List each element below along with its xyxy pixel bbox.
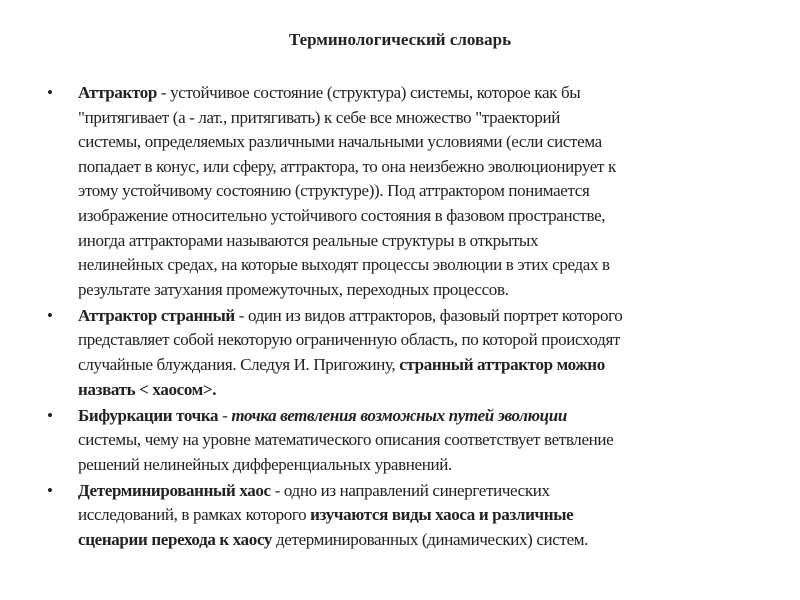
body-text: системы, чему на уровне математического описания соответствует ветвление bbox=[78, 430, 614, 450]
term-text: точка ветвления возможных путей эволюции bbox=[231, 405, 567, 425]
text-line bbox=[78, 453, 800, 478]
body-text: нелинейных средах, на которые выходят процессы эволюции в этих средах в bbox=[78, 255, 610, 275]
glossary-item bbox=[0, 304, 800, 402]
text-line bbox=[78, 479, 800, 504]
text-line bbox=[78, 503, 800, 528]
page-title: Терминологический словарь bbox=[288, 30, 512, 49]
text-line bbox=[78, 253, 800, 278]
text-line bbox=[78, 428, 800, 453]
body-text: детерминированных (динамических) систем. bbox=[272, 529, 589, 549]
text-line bbox=[78, 404, 800, 429]
text-line bbox=[78, 229, 800, 254]
term-text: Аттрактор странный bbox=[78, 305, 235, 325]
term-text: странный аттрактор можно bbox=[399, 354, 605, 374]
body-text: случайные блуждания. Следуя И. Пригожину, bbox=[78, 354, 400, 374]
body-text: - один из видов аттракторов, фазовый портрет которого bbox=[234, 305, 623, 325]
bullet-icon: • bbox=[47, 405, 53, 425]
term-text: назвать < хаосом>. bbox=[78, 379, 217, 399]
body-text: результате затухания промежуточных, переходных процессов. bbox=[78, 279, 509, 299]
text-line bbox=[78, 81, 800, 106]
body-text: системы, определяемых различными начальными условиями (если система bbox=[78, 132, 602, 152]
text-line bbox=[78, 353, 800, 378]
text-line bbox=[78, 378, 800, 403]
term-text: Бифуркации точка bbox=[78, 405, 219, 425]
text-line bbox=[78, 179, 800, 204]
bullet-icon: • bbox=[47, 305, 53, 325]
term-text: Аттрактор bbox=[78, 83, 158, 102]
body-text: - устойчивое состояние (структура) системы, которое как бы bbox=[157, 83, 581, 102]
body-text: - bbox=[218, 405, 232, 425]
term-text: Детерминированный хаос bbox=[78, 480, 271, 500]
body-text: иногда аттракторами называются реальные структуры в открытых bbox=[78, 230, 539, 250]
text-line bbox=[78, 130, 800, 155]
glossary-item bbox=[0, 479, 800, 553]
text-line bbox=[78, 528, 800, 553]
text-line bbox=[78, 155, 800, 180]
term-text: сценарии перехода к хаосу bbox=[78, 529, 273, 549]
text-line bbox=[78, 328, 800, 353]
text-line bbox=[78, 204, 800, 229]
body-text: исследований, в рамках которого bbox=[78, 505, 311, 525]
bullet-icon: • bbox=[47, 83, 53, 102]
text-line bbox=[78, 278, 800, 303]
glossary-list bbox=[0, 81, 800, 554]
body-text: решений нелинейных дифференциальных уравнений. bbox=[78, 454, 452, 474]
body-text: этому устойчивому состоянию (структуре)). Под аттрактором понимается bbox=[78, 181, 590, 201]
text-line bbox=[78, 304, 800, 329]
term-text: изучаются виды хаоса и различные bbox=[310, 505, 574, 525]
bullet-icon: • bbox=[47, 480, 53, 500]
body-text: изображение относительно устойчивого состояния в фазовом пространстве, bbox=[78, 205, 606, 225]
text-line bbox=[78, 106, 800, 131]
glossary-item bbox=[0, 81, 800, 302]
body-text: представляет собой некоторую ограниченную область, по которой происходят bbox=[78, 330, 621, 350]
body-text: попадает в конус, или сферу, аттрактора, то она неизбежно эволюционирует к bbox=[78, 156, 616, 176]
body-text: "притягивает (а - лат., притягивать) к себе все множество "траекторий bbox=[78, 107, 560, 127]
glossary-item bbox=[0, 404, 800, 478]
body-text: - одно из направлений синергетических bbox=[270, 480, 550, 500]
